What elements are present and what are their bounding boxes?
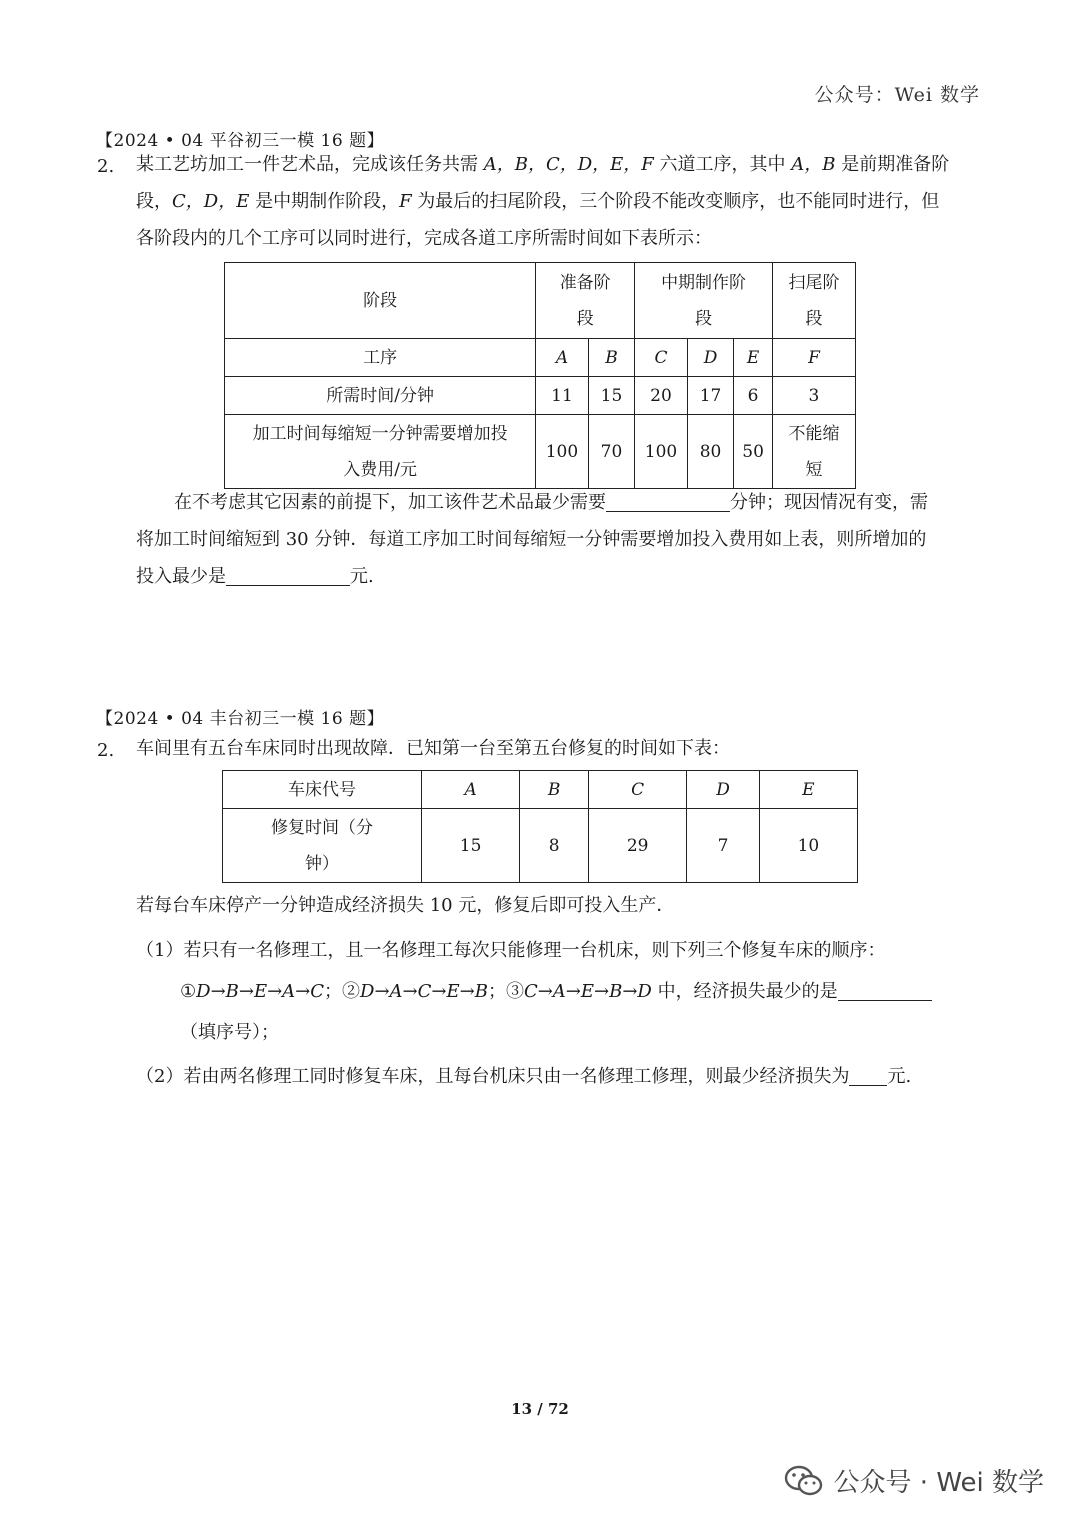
cost-label: 加工时间每缩短一分钟需要增加投 入费用/元 (225, 415, 536, 489)
proc-d: D (687, 339, 733, 377)
proc-e: E (734, 339, 773, 377)
time-a: 11 (536, 377, 589, 415)
proc-c: C (635, 339, 688, 377)
cost-d: 80 (687, 415, 733, 489)
time-d: 17 (687, 377, 733, 415)
proc-a: A (536, 339, 589, 377)
code-b: B (520, 771, 589, 809)
time-f: 3 (772, 377, 855, 415)
code-e: E (759, 771, 857, 809)
code-label: 车床代号 (223, 771, 422, 809)
q2-fill-note: （填序号）； (180, 1022, 279, 1043)
answer-blank-4[interactable] (849, 1063, 887, 1086)
q2-source: 【2024 • 04 丰台初三一模 16 题】 (96, 709, 385, 729)
stage-end: 扫尾阶 段 (772, 263, 855, 339)
q2-loss: 若每台车床停产一分钟造成经济损失 10 元，修复后即可投入生产． (136, 895, 675, 916)
wechat-watermark (784, 1462, 1044, 1499)
proc-label: 工序 (225, 339, 536, 377)
q2-intro: 车间里有五台车床同时出现故障．已知第一台至第五台修复的时间如下表： (136, 738, 730, 759)
watermark-text: 公众号 · Wei 数学 (833, 1468, 1044, 1498)
repair-time-c: 29 (589, 809, 687, 883)
cost-b: 70 (588, 415, 634, 489)
repair-time-d: 7 (687, 809, 760, 883)
time-e: 6 (734, 377, 773, 415)
time-c: 20 (635, 377, 688, 415)
code-c: C (589, 771, 687, 809)
proc-b: B (588, 339, 634, 377)
cost-f: 不能缩 短 (772, 415, 855, 489)
answer-blank-3[interactable] (838, 978, 932, 1001)
q1-after3: 投入最少是 元. (136, 558, 986, 595)
repair-time-b: 8 (520, 809, 589, 883)
q2-lathe-table (222, 770, 858, 883)
wechat-icon (784, 1464, 824, 1498)
q2-sequences: ①D→B→E→A→C；②D→A→C→E→B；③C→A→E→B→D 中，经济损失最少的是 (180, 973, 986, 1010)
answer-blank-2[interactable] (226, 563, 350, 586)
q1-after1: 在不考虑其它因素的前提下，加工该件艺术品最少需要 分钟；现因情况有变，需 (174, 484, 986, 521)
q1-number: 2. (97, 156, 115, 177)
repair-time-a: 15 (422, 809, 520, 883)
page-number: 13 / 72 (511, 1400, 569, 1418)
answer-blank-1[interactable] (606, 489, 730, 512)
cost-a: 100 (536, 415, 589, 489)
q2-part1: （1）若只有一名修理工，且一名修理工每次只能修理一台机床，则下列三个修复车床的顺序： (136, 940, 886, 961)
q2-number: 2. (97, 740, 115, 761)
cost-e: 50 (734, 415, 773, 489)
time-b: 15 (588, 377, 634, 415)
stage-label: 阶段 (225, 263, 536, 339)
header-account: 公众号：Wei 数学 (814, 84, 980, 106)
q1-line3: 各阶段内的几个工序可以同时进行，完成各道工序所需时间如下表所示： (136, 228, 712, 249)
repair-time-e: 10 (759, 809, 857, 883)
repair-time-label: 修复时间（分 钟） (223, 809, 422, 883)
cost-c: 100 (635, 415, 688, 489)
stage-prep: 准备阶 段 (536, 263, 635, 339)
q2-part2: （2）若由两名修理工同时修复车床，且每台机床只由一名修理工修理，则最少经济损失为 元. (136, 1058, 986, 1095)
stage-mid: 中期制作阶 段 (635, 263, 773, 339)
q1-line2: 段，C，D，E 是中期制作阶段，F 为最后的扫尾阶段，三个阶段不能改变顺序，也不能同时进行，但 (136, 191, 940, 212)
q1-after2: 将加工时间缩短到 30 分钟．每道工序加工时间每缩短一分钟需要增加投入费用如上表，则所增加的 (136, 529, 927, 550)
q1-line1: 某工艺坊加工一件艺术品，完成该任务共需 A，B，C，D，E，F 六道工序，其中 A，B 是前期准备阶 (136, 154, 950, 175)
code-a: A (422, 771, 520, 809)
time-label: 所需时间/分钟 (225, 377, 536, 415)
code-d: D (687, 771, 760, 809)
q1-source: 【2024 • 04 平谷初三一模 16 题】 (96, 131, 385, 151)
q1-process-table (224, 262, 856, 489)
proc-f: F (772, 339, 855, 377)
